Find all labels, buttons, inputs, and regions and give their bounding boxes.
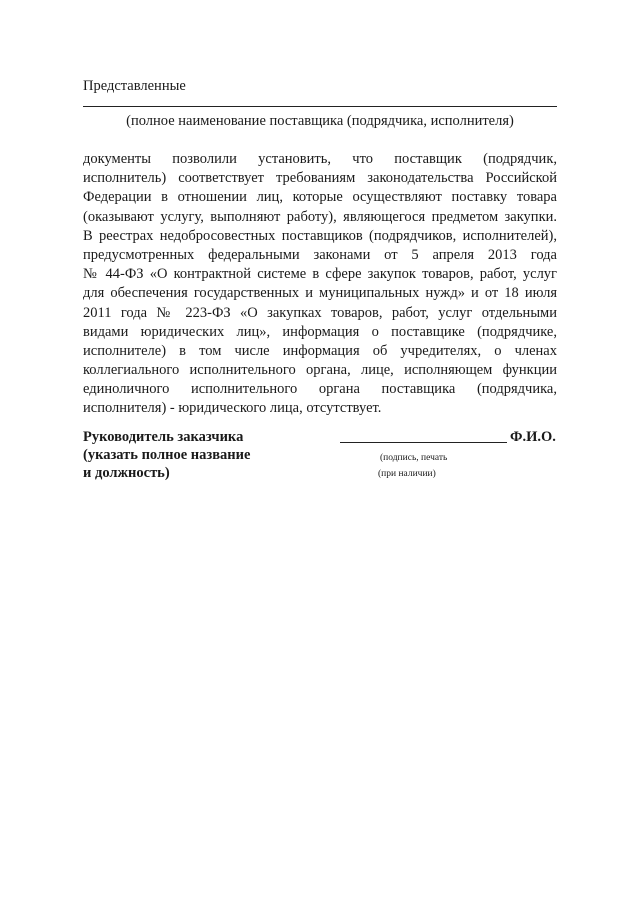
body-line: (оказывают услугу, выполняют работу), являющегося предметом закупки. bbox=[83, 208, 557, 225]
signatory-title bbox=[83, 428, 250, 482]
body-line: исполнитель) соответствует требованиям законодательства Российской bbox=[83, 170, 557, 187]
signature-note bbox=[380, 450, 447, 482]
body-line: исполнителя) - юридического лица, отсутствует. bbox=[83, 400, 382, 417]
intro-label: Представленные bbox=[83, 78, 186, 94]
body-line: 2011 года № 223-ФЗ «О закупках товаров, работ, услуг отдельными bbox=[83, 304, 557, 321]
body-paragraph bbox=[83, 150, 557, 419]
body-line: Федерации в отношении лиц, которые осуществляют поставку товара bbox=[83, 189, 557, 206]
body-line: единоличного исполнительного органа поставщика (подрядчика, bbox=[83, 381, 557, 398]
body-line: № 44-ФЗ «О контрактной системе в сфере закупок товаров, работ, услуг bbox=[83, 266, 557, 283]
signatory-title-line: Руководитель заказчика bbox=[83, 429, 244, 445]
fio-label: Ф.И.О. bbox=[510, 429, 556, 445]
body-line: В реестрах недобросовестных поставщиков (подрядчиков, исполнителей), bbox=[83, 227, 557, 244]
supplier-name-blank-line bbox=[83, 106, 557, 107]
body-line: видами юридических лиц», информация о поставщике (подрядчике, bbox=[83, 323, 557, 340]
signature-note-line: (при наличии) bbox=[378, 469, 436, 479]
signatory-title-line: и должность) bbox=[83, 465, 170, 481]
body-line: предусмотренных федеральными законами от 5 апреля 2013 года bbox=[83, 246, 557, 263]
body-line: для обеспечения государственных и муниципальных нужд» и от 18 июля bbox=[83, 285, 557, 302]
supplier-name-caption: (полное наименование поставщика (подрядчика, исполнителя) bbox=[126, 113, 514, 129]
body-line: коллегиального исполнительного органа, лице, исполняющем функции bbox=[83, 362, 557, 379]
body-line: документы позволили установить, что поставщик (подрядчик, bbox=[83, 151, 557, 167]
body-line: исполнителе) в том числе информация об учредителях, о членах bbox=[83, 342, 557, 359]
signatory-title-line: (указать полное название bbox=[83, 447, 251, 463]
signature-note-line: (подпись, печать bbox=[380, 453, 448, 463]
signature-blank-line bbox=[340, 442, 507, 443]
